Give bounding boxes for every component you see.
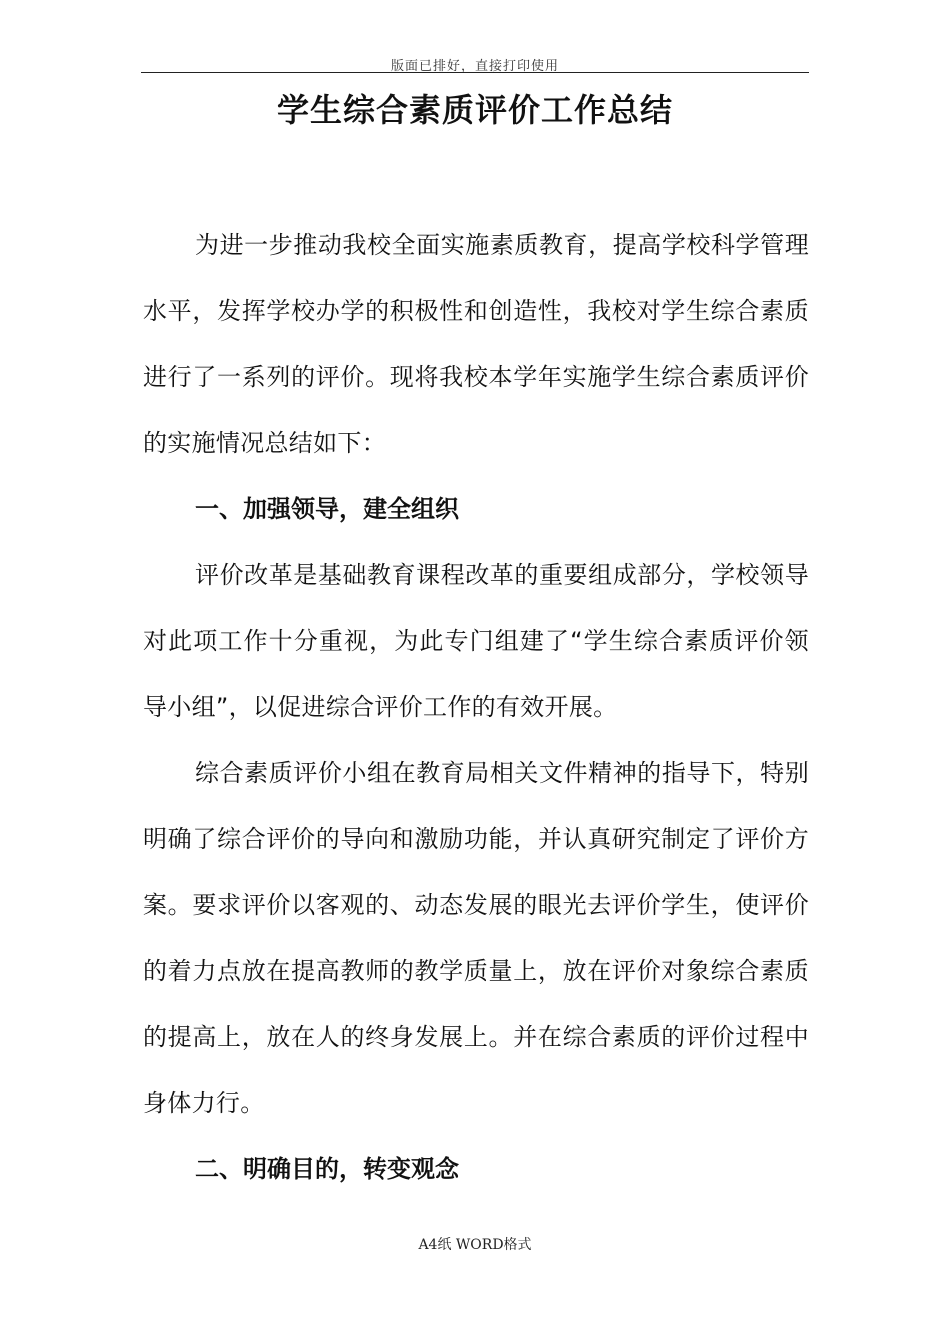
section-heading-1: 一、加强领导，建全组织 (195, 495, 459, 523)
document-title: 学生综合素质评价工作总结 (276, 91, 673, 129)
header-divider (141, 72, 809, 73)
header-note: 版面已排好，直接打印使用 (390, 59, 559, 74)
footer-note: A4纸 WORD格式 (418, 1237, 532, 1253)
document-body (143, 212, 809, 1202)
body-paragraph: 评价改革是基础教育课程改革的重要组成部分，学校领导对此项工作十分重视，为此专门组建了“学生综合素质评价领导小组”，以促进综合评价工作的有效开展。 (143, 561, 809, 721)
section-heading-2: 二、明确目的，转变观念 (195, 1155, 459, 1183)
intro-paragraph: 为进一步推动我校全面实施素质教育，提高学校科学管理水平，发挥学校办学的积极性和创造性，我校对学生综合素质进行了一系列的评价。现将我校本学年实施学生综合素质评价的实施情况总结如下： (143, 231, 809, 457)
body-paragraph: 综合素质评价小组在教育局相关文件精神的指导下，特别明确了综合评价的导向和激励功能，并认真研究制定了评价方案。要求评价以客观的、动态发展的眼光去评价学生，使评价的着力点放在提高教师的教学质量上，放在评价对象综合素质的提高上，放在人的终身发展上。并在综合素质的评价过程中身体力行。 (143, 759, 809, 1117)
